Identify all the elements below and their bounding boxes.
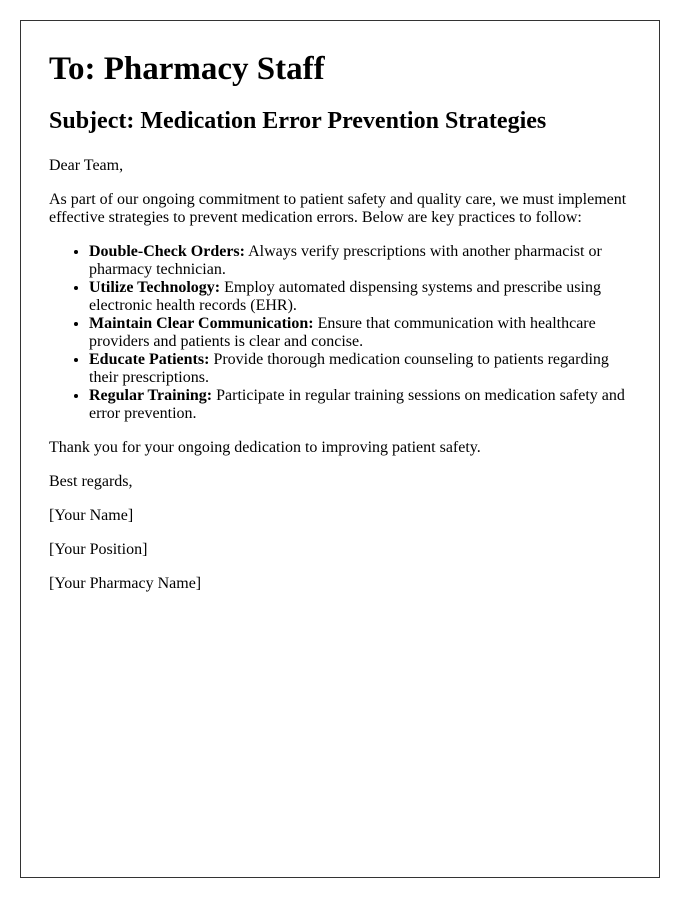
practice-text: Provide thorough medication counseling to patients regarding their prescriptions. (89, 351, 609, 386)
thanks-paragraph: Thank you for your ongoing dedication to improving patient safety. (49, 439, 481, 456)
list-item (89, 243, 639, 279)
greeting: Dear Team, (49, 157, 124, 174)
subject-heading: Subject: Medication Error Prevention Strategies (49, 108, 547, 134)
list-item (89, 315, 639, 351)
practice-title: Regular Training: (89, 387, 213, 404)
letter-page (20, 20, 660, 878)
list-item (89, 279, 639, 315)
signature-pharmacy: [Your Pharmacy Name] (49, 575, 202, 592)
letter-content (49, 47, 639, 593)
intro-paragraph: As part of our ongoing commitment to patient safety and quality care, we must implement effective strategies to prevent medication errors. Below are key practices to follow: (49, 191, 627, 226)
practice-title: Educate Patients: (89, 351, 210, 368)
practice-title: Utilize Technology: (89, 279, 221, 296)
practice-title: Double-Check Orders: (89, 243, 245, 260)
signature-name: [Your Name] (49, 507, 134, 524)
practice-text: Ensure that communication with healthcare providers and patients is clear and concise. (89, 315, 596, 350)
list-item (89, 387, 639, 423)
practice-text: Participate in regular training sessions on medication safety and error prevention. (89, 387, 625, 422)
practice-title: Maintain Clear Communication: (89, 315, 314, 332)
recipient-heading: To: Pharmacy Staff (49, 51, 325, 87)
list-item (89, 351, 639, 387)
closing: Best regards, (49, 473, 133, 490)
practices-list (49, 243, 639, 423)
practice-text: Employ automated dispensing systems and prescribe using electronic health records (EHR). (89, 279, 601, 314)
signature-position: [Your Position] (49, 541, 148, 558)
practice-text: Always verify prescriptions with another pharmacist or pharmacy technician. (89, 243, 602, 278)
